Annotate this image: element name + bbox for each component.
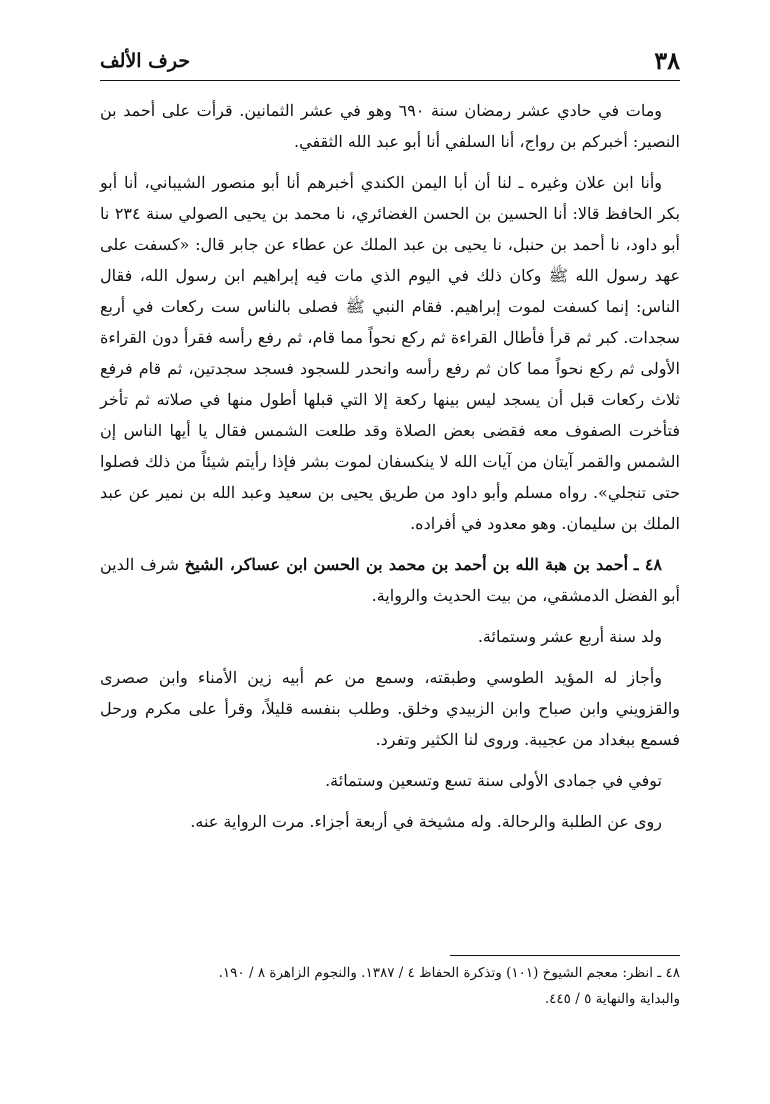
paragraph-death: توفي في جمادى الأولى سنة تسع وتسعين وستمائة. xyxy=(325,771,662,790)
footnotes xyxy=(100,960,680,1012)
body-text xyxy=(100,95,680,847)
entry-lineage: شرف الدين أبو الفضل الدمشقي، من بيت الحديث والرواية. xyxy=(100,555,680,605)
header-rule xyxy=(100,80,680,81)
paragraph-death-and-chain: ومات في حادي عشر رمضان سنة ٦٩٠ وهو في عشر الثمانين. قرأت على أحمد بن النصير: أخبركم بن رواج، أنا السلفي أنا أبو عبد الله الثقفي. xyxy=(100,101,680,151)
entry-number: ٤٨ ـ xyxy=(633,555,663,574)
paragraph-birth: ولد سنة أربع عشر وستمائة. xyxy=(477,627,662,646)
page-number: ٣٨ xyxy=(654,46,680,75)
footnote-line: والبداية والنهاية ٥ / ٤٤٥. xyxy=(544,991,680,1007)
footnote-rule xyxy=(450,955,680,956)
paragraph-students: روى عن الطلبة والرحالة. وله مشيخة في أربعة أجزاء. مرت الرواية عنه. xyxy=(190,812,662,831)
running-head: حرف الألف xyxy=(100,50,191,72)
paragraph-hadith: وأنا ابن علان وغيره ـ لنا أن أبا اليمن الكندي أخبرهم أنا أبو منصور الشيباني، أنا أبو بكر الحافظ قالا: أنا الحسين بن الحسن الغضائري، نا محمد بن يحيى الصولي سنة ٢٣٤ نا أبو داود، نا أحمد بن حنبل، نا يحيى بن عبد الملك عن عطاء عن جابر قال: «كسفت على عهد رسول الله ﷺ وكان ذلك في اليوم الذي مات فيه إبراهيم ابن رسول الله، فقال الناس: إنما كسفت لموت إبراهيم. فقام النبي ﷺ فصلى بالناس ست ركعات في أربع سجدات. كبر ثم قرأ فأطال القراءة ثم ركع نحواً مما قام، ثم رفع رأسه فقرأ دون القراءة الأولى ثم ركع نحواً مما كان ثم رفع رأسه وانحدر للسجود فسجد سجدتين، ثم قام فرفع ثلاث ركعات قبل أن يسجد ليس بينها ركعة إلا التي قبلها أطول منها في صلاته ثم تأخر فتأخرت الصفوف معه فقضى بعض الصلاة وقد طلعت الشمس فقال يا أيها الناس إن الشمس والقمر آيتان من آيات الله لا ينكسفان لموت بشر فإذا رأيتم شيئاً من ذلك فصلوا حتى تنجلي». رواه مسلم وأبو داود من طريق يحيى بن سعيد وعبد الله بن نمير عن عبد الملك بن سليمان. وهو معدود في أفراده. xyxy=(100,173,681,533)
footnote-line: ٤٨ ـ انظر: معجم الشيوخ (١٠١) وتذكرة الحفاظ ٤ / ١٣٨٧. والنجوم الزاهرة ٨ / ١٩٠. xyxy=(218,965,680,981)
entry-heading-paragraph xyxy=(100,549,680,611)
entry-name: أحمد بن هبة الله بن أحمد بن محمد بن الحسن ابن عساكر، الشيخ xyxy=(184,555,629,574)
paragraph-teachers: وأجاز له المؤيد الطوسي وطبقته، وسمع من عم أبيه زين الأمناء وابن صصرى والقزويني وابن صباح وابن الزبيدي وخلق. وطلب بنفسه قليلاً، وقرأ على مكرم ورحل فسمع ببغداد من عجيبة. وروى لنا الكثير وتفرد. xyxy=(100,668,680,749)
page-header xyxy=(100,38,680,82)
